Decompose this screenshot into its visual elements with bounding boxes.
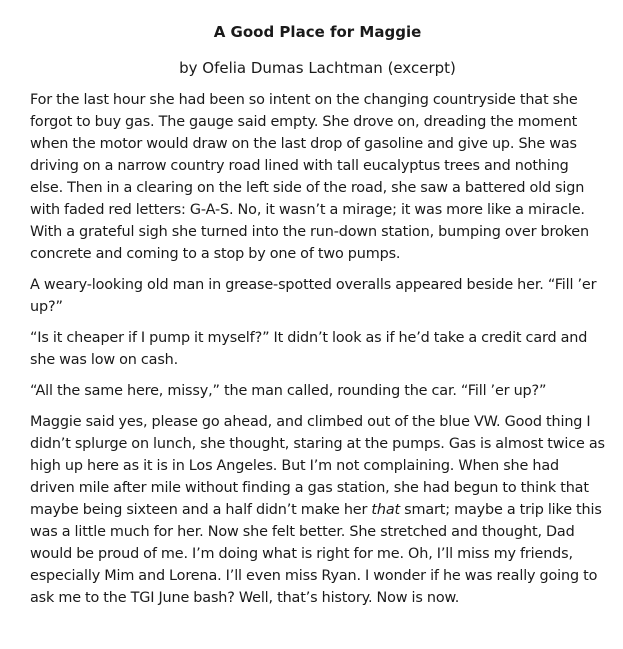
author-byline: by Ofelia Dumas Lachtman (excerpt) <box>179 59 456 77</box>
paragraph <box>30 327 605 371</box>
paragraph <box>30 380 605 402</box>
paragraph-text: A weary-looking old man in grease-spotted overalls appeared beside her. “Fill ’er up?” <box>30 277 597 315</box>
paragraph-text: “Is it cheaper if I pump it myself?” It didn’t look as if he’d take a credit card and she was low on cash. <box>30 330 588 368</box>
paragraph <box>30 274 605 318</box>
paragraph-text: smart; maybe a trip like this was a little much for her. Now she felt better. She stretched and thought, Dad would be proud of me. I’m doing what is right for me. Oh, I’ll miss my friends, especially Mim and Lorena. I’ll even miss Ryan. I wonder if he was really going to ask me to the TGI June bash? Well, that’s history. Now is now. <box>30 502 602 606</box>
emphasis-text: that <box>371 502 401 518</box>
paragraph-text: For the last hour she had been so intent on the changing countryside that she forgot to buy gas. The gauge said empty. She drove on, dreading the moment when the motor would draw on the last drop of gasoline and give up. She was driving on a narrow country road lined with tall eucalyptus trees and nothing else. Then in a clearing on the left side of the road, she saw a battered old sign with faded red letters: G-A-S. No, it wasn’t a mirage; it was more like a miracle. With a grateful sigh she turned into the run-down station, bumping over broken concrete and coming to a stop by one of two pumps. <box>30 92 589 262</box>
paragraph-text: “All the same here, missy,” the man called, rounding the car. “Fill ’er up?” <box>30 383 547 399</box>
paragraph <box>30 411 605 609</box>
story-body <box>30 89 605 609</box>
story-title: A Good Place for Maggie <box>213 23 422 41</box>
paragraph-text: Maggie said yes, please go ahead, and climbed out of the blue VW. Good thing I didn’t splurge on lunch, she thought, staring at the pumps. Gas is almost twice as high up here as it is in Los Angeles. But I’m not complaining. When she had driven mile after mile without finding a gas station, she had begun to think that maybe being sixteen and a half didn’t make her <box>30 414 605 518</box>
paragraph <box>30 89 605 265</box>
